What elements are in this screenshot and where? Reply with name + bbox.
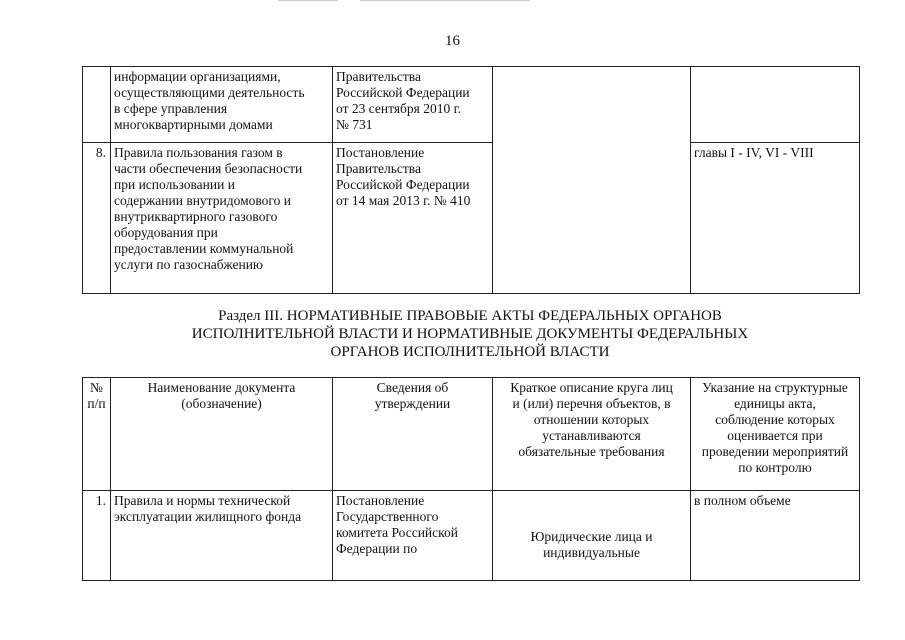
row-number-cell [83,143,111,294]
document-name-line: содержании внутридомового и [114,193,291,208]
header-description-line: обязательные требования [518,444,665,459]
approval-line: Российской Федерации [336,177,470,192]
structural-units-cell [691,143,860,294]
approval-info-cell [333,143,493,294]
header-structural-units-line: единицы акта, [734,396,816,411]
document-name-line: осуществляющими деятельность [114,85,305,100]
approval-info-cell [333,491,493,581]
header-structural-units-line: по контролю [738,460,812,475]
header-structural-units-line: Указание на структурные [702,380,848,395]
header-structural-units-cell [691,378,860,491]
approval-line: Федерации по [336,541,418,556]
description-cell [493,491,691,581]
document-name-line: оборудования при [114,225,218,240]
section-heading [150,307,790,361]
structural-units-text: в полном объеме [694,493,791,508]
document-name-line: внутриквартирного газового [114,209,278,224]
header-number-cell [83,378,111,491]
document-name-line: информации организациями, [114,69,281,84]
header-structural-units-line: проведении мероприятий [701,444,849,459]
document-name-line: Правила и нормы технической [114,493,291,508]
header-structural-units-line: оценивается при [727,428,823,443]
approval-line: Российской Федерации [336,85,470,100]
header-description-line: и (или) перечня объектов, в [512,396,671,411]
section-heading-line: Раздел III. НОРМАТИВНЫЕ ПРАВОВЫЕ АКТЫ ФЕДЕРАЛЬНЫХ ОРГАНОВ [218,308,722,324]
page-number: 16 [445,33,460,49]
header-approval-cell [333,378,493,491]
row-number: 8. [95,145,106,160]
header-rule-right [360,0,530,1]
document-name-cell [111,491,333,581]
document-name-line: услуги по газоснабжению [114,257,264,272]
table-row [83,67,860,143]
approval-line: Правительства [336,161,421,176]
header-description-line: отношении которых [533,412,650,427]
description-line: Юридические лица и [530,529,653,544]
approval-line: Государственного [336,509,439,524]
table-row [83,491,860,581]
header-description-cell [493,378,691,491]
approval-line: Постановление [336,145,425,160]
document-name-cell [111,143,333,294]
approval-info-cell [333,67,493,143]
document-name-line: в сфере управления [114,101,228,116]
document-name-line: многоквартирными домами [114,117,273,132]
header-rule-left [278,0,338,1]
row-number-cell [83,491,111,581]
structural-units-cell [691,67,860,143]
structural-units-text: главы I - IV, VI - VIII [694,145,814,160]
document-name-line: эксплуатации жилищного фонда [114,509,302,524]
header-approval-line: утверждении [374,396,451,411]
document-name-line: при использовании и [114,177,235,192]
document-name-line: части обеспечения безопасности [114,161,303,176]
approval-line: комитета Российской [336,525,458,540]
table-header-row [83,378,860,491]
approval-line: от 23 сентября 2010 г. [336,101,461,116]
description-line: индивидуальные [543,545,640,560]
header-document-name-line: (обозначение) [181,396,262,411]
header-approval-line: Сведения об [376,380,449,395]
section-three-table [82,377,860,581]
row-number: 1. [95,493,106,508]
structural-units-cell [691,491,860,581]
header-number-line: № [90,380,103,395]
document-name-cell [111,67,333,143]
header-description-line: Краткое описание круга лиц [510,380,673,395]
header-description-line: устанавливаются [542,428,641,443]
table-continued [82,66,860,294]
row-number-cell [83,67,111,143]
header-number-line: п/п [87,396,106,411]
header-document-name-line: Наименование документа [147,380,296,395]
approval-line: Правительства [336,69,421,84]
header-document-name-cell [111,378,333,491]
approval-line: от 14 мая 2013 г. № 410 [336,193,471,208]
description-cell [493,67,691,294]
approval-line: № 731 [336,117,373,132]
document-name-line: Правила пользования газом в [114,145,283,160]
header-structural-units-line: соблюдение которых [715,412,835,427]
section-heading-line: ИСПОЛНИТЕЛЬНОЙ ВЛАСТИ И НОРМАТИВНЫЕ ДОКУМЕНТЫ ФЕДЕРАЛЬНЫХ [191,326,749,342]
table-row [83,143,860,294]
document-name-line: предоставлении коммунальной [114,241,294,256]
section-heading-line: ОРГАНОВ ИСПОЛНИТЕЛЬНОЙ ВЛАСТИ [330,344,610,360]
approval-line: Постановление [336,493,425,508]
